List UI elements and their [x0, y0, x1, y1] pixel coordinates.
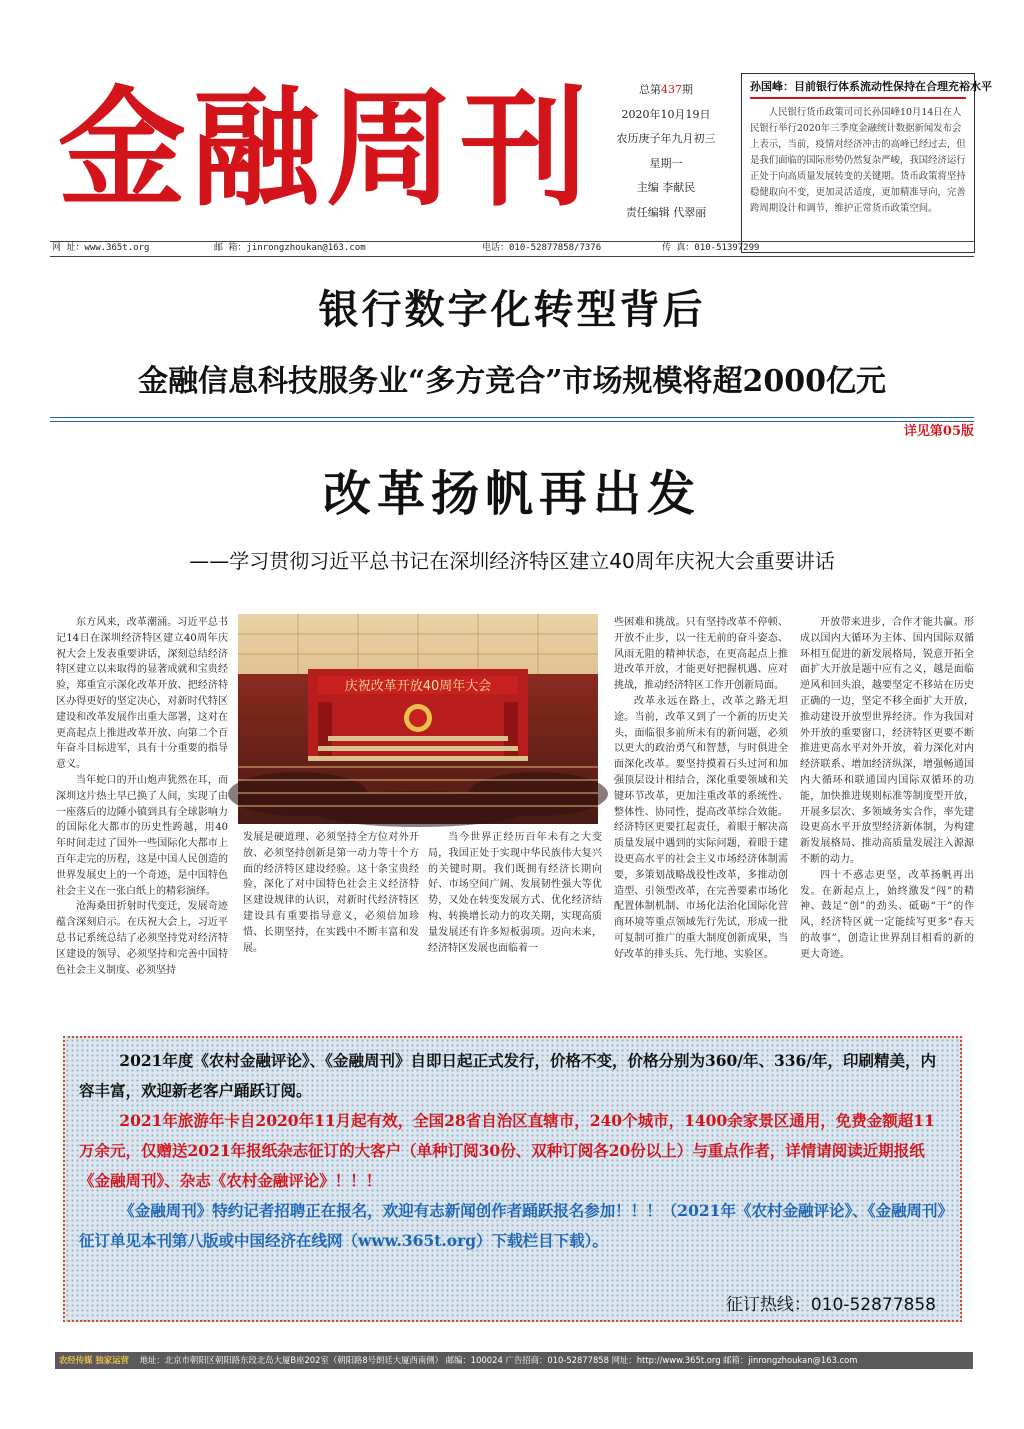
- article-column-2: [243, 830, 419, 956]
- recruitment-text: 《金融周刊》特约记者招聘正在报名，欢迎有志新闻创作者踊跃报名参加！！！（2021年《农村金融评论》、《金融周刊》征订单见本刊第八版或中国经济在线网（www.365t.org）下载栏目下载）。: [79, 1201, 946, 1250]
- subscription-hotline[interactable]: 征订热线：010-52877858: [725, 1295, 936, 1315]
- article-column-1: [56, 615, 228, 978]
- issue-info: [596, 78, 736, 225]
- paragraph: 沧海桑田折射时代变迁，发展奇迹蕴含深刻启示。在庆祝大会上，习近平总书记系统总结了必须坚持党对经济特区建设的领导、必须坚持和完善中国特色社会主义制度、必须坚持: [56, 901, 228, 976]
- contact-fax: 传 真：010-51397299: [662, 243, 760, 253]
- sidebar-body: 人民银行货币政策司司长孙国峰10月14日在人民银行举行2020年三季度金融统计数据新闻发布会上表示，当前，疫情对经济冲击的高峰已经过去，但是我们面临的国际形势仍然复杂严峻，我国经济运行正处于向高质量发展转变的关键期。货币政策将坚持稳健取向不变，更加灵活适度，更加精准导向，完善跨周期设计和调节，维护正常货币政策空间。: [750, 107, 966, 214]
- weekday: 星期一: [649, 156, 683, 170]
- subscription-notice: [63, 1036, 962, 1322]
- sub-headline[interactable]: 金融信息科技服务业“多方竞合”市场规模将超2000亿元: [137, 364, 886, 399]
- conference-hall-image: [238, 614, 598, 824]
- chief-editor: 主编 李献民: [636, 181, 696, 194]
- contact-website[interactable]: 网 址：www.365t.org: [52, 243, 150, 253]
- paragraph: 当今世界正经历百年未有之大变局，我国正处于实现中华民族伟大复兴的关键时期。我们既拥有经济长期向好、市场空间广阔、发展韧性强大等优势，又处在转变发展方式、优化经济结构、转换增长动力的攻关期，实现高质量发展还有许多短板弱项。迈向未来，经济特区发展也面临着一: [428, 832, 602, 954]
- paragraph: 四十不惑志更坚，改革扬帆再出发。在新起点上，始终激发“闯”的精神、鼓足“创”的劲头、砥砺“干”的作风，经济特区就一定能续写更多“春天的故事”，创造让世界刮目相看的新的更大奇迹。: [800, 869, 974, 960]
- duty-editor: 责任编辑 代翠丽: [625, 205, 707, 219]
- sidebar-headline[interactable]: 孙国峰：目前银行体系流动性保持在合理充裕水平: [750, 78, 966, 99]
- see-more-link[interactable]: 详见第05版: [903, 424, 974, 439]
- feature-headline[interactable]: 改革扬帆再出发: [322, 466, 701, 522]
- paragraph: 改革永远在路上，改革之路无坦途。当前，改革又到了一个新的历史关头，面临很多前所未有的新问题，必须以更大的政治勇气和智慧，与时俱进全面深化改革。要坚持摸着石头过河和加强顶层设计相结合，深化重要领域和关键环节改革，更加注重改革的系统性、整体性、协同性，提高改革综合效能。经济特区更要扛起责任，着眼于解决高质量发展中遇到的实际问题，着眼于建设更高水平的社会主义市场经济体制需要，多策划战略战役性改革，多推动创造型、引领型改革，在完善要素市场化配置体制机制、市场化法治化国际化营商环境等重点领域先行先试，形成一批可复制可推广的重大制度创新成果，当好改革的排头兵、先行地、实验区。: [614, 695, 788, 960]
- contact-email[interactable]: 邮 箱：jinrongzhoukan@163.com: [214, 243, 366, 253]
- issue-date: 2020年10月19日: [621, 107, 711, 121]
- lunar-date: 农历庚子年九月初三: [616, 132, 716, 145]
- contact-phone: 电话：010-52877858/7376: [482, 243, 602, 253]
- travel-card-text: 2021年旅游年卡自2020年11月起有效，全国28省自治区直辖市，240个城市，1400余家景区通用，免费金额超11万余元，仅赠送2021年报纸杂志征订的大客户（单种订阅30份、双种订阅各20份以上）与重点作者，详情请阅读近期报纸《金融周刊》、杂志《农村金融评论》！！！: [79, 1111, 935, 1190]
- footer-bar: [55, 1352, 973, 1369]
- masthead-title: 金融周刊: [58, 74, 595, 224]
- conference-photo: [238, 614, 598, 824]
- subscription-text: 2021年度《农村金融评论》、《金融周刊》自即日起正式发行，价格不变，价格分别为360/年、336/年，印刷精美，内容丰富，欢迎新老客户踊跃订阅。: [79, 1051, 936, 1100]
- photo-banner-text: 庆祝改革开放40周年大会: [344, 679, 492, 694]
- issue-number: 总第437期: [639, 83, 693, 96]
- footer-address: 地址：北京市朝阳区朝阳路东段北岛大厦B座202室（朝阳路8号朗廷大厦西南侧） 邮编：100024 广告招商：010-52877858 网址：http://www.365t.org 邮箱：jinrongzhoukan@163.com: [139, 1355, 858, 1365]
- divider-rule: [50, 417, 974, 422]
- paragraph: 发展是硬道理、必须坚持全方位对外开放、必须坚持创新是第一动力等十个方面的经济特区建设经验。这十条宝贵经验，深化了对中国特色社会主义经济特区建设规律的认识，对新时代经济特区建设具有重要指导意义，必须倍加珍惜、长期坚持，在实践中不断丰富和发展。: [243, 832, 419, 954]
- contact-bar: [50, 241, 974, 257]
- feature-subheadline: ——学习贯彻习近平总书记在深圳经济特区建立40周年庆祝大会重要讲话: [189, 549, 835, 573]
- paragraph: 当年蛇口的开山炮声犹然在耳，而深圳这片热土早已换了人间，实现了由一座落后的边陲小镇到具有全球影响力的国际化大都市的历史性跨越，用40年时间走过了国外一些国际化大都市上百年走完的历程，这是中国人民创造的世界发展史上的一个奇迹，是中国特色社会主义在一张白纸上的精彩演绎。: [56, 774, 228, 897]
- footer-brand: 农经传媒 独家运营: [59, 1355, 129, 1365]
- article-column-3: [428, 830, 602, 956]
- article-column-4: [614, 615, 788, 963]
- article-column-5: [800, 615, 974, 963]
- main-headline[interactable]: 银行数字化转型背后: [318, 286, 706, 333]
- paragraph: 些困难和挑战。只有坚持改革不停顿、开放不止步，以一往无前的奋斗姿态、风雨无阻的精神状态，在更高起点上推进改革开放，才能更好把握机遇、应对挑战，推动经济特区工作开创新局面。: [614, 617, 788, 692]
- paragraph: 东方风来，改革潮涌。习近平总书记14日在深圳经济特区建立40周年庆祝大会上发表重要讲话，深刻总结经济特区建立以来取得的显著成就和宝贵经验，郑重宣示深化改革开放、把经济特区办得更好的坚定决心，对新时代特区建设和改革发展作出重大部署，这对在更高起点上推进改革开放、向第二个百年奋斗目标进军，具有十分重要的指导意义。: [56, 617, 228, 771]
- sidebar-news-box: [741, 73, 992, 253]
- paragraph: 开放带来进步，合作才能共赢。形成以国内大循环为主体、国内国际双循环相互促进的新发展格局，锐意开拓全面扩大开放是题中应有之义，越是面临逆风和回头浪，越要坚定不移站在历史正确的一边，坚定不移全面扩大开放，推动建设开放型世界经济。作为我国对外开放的重要窗口，经济特区更要不断推进更高水平对外开放，着力深化对内经济联系、增加经济纵深，增强畅通国内大循环和联通国内国际双循环的功能，加快推进规则标准等制度型开放，开展多层次、多领域务实合作，率先建设更高水平开放型经济新体制，为构建新发展格局、推动高质量发展注入源源不断的动力。: [800, 617, 974, 865]
